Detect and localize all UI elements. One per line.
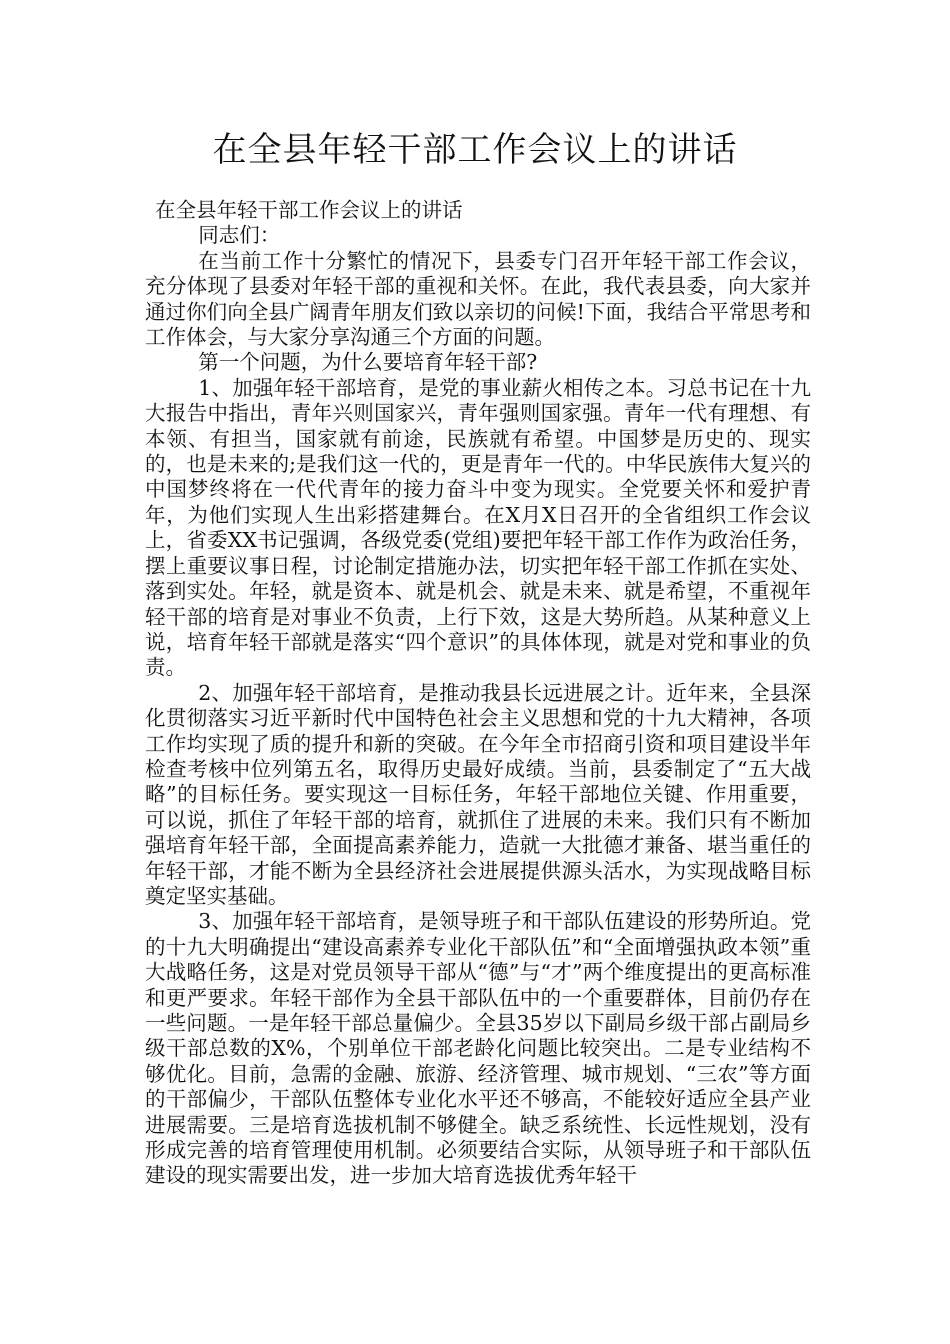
document-subtitle: 在全县年轻干部工作会议上的讲话 [155,198,463,222]
greeting: 同志们： [198,223,281,248]
document-body [145,198,811,1189]
section-heading: 第一个问题，为什么要培育年轻干部? [198,350,538,375]
paragraph-point-1: 1、加强年轻干部培育，是党的事业薪火相传之本。习总书记在十九大报告中指出，青年兴则国家兴，青年强则国家强。青年一代有理想、有本领、有担当，国家就有前途，民族就有希望。中国梦是历史的、现实的，也是未来的;是我们这一代的，更是青年一代的。中华民族伟大复兴的中国梦终将在一代代青年的接力奋斗中变为现实。全党要关怀和爱护青年，为他们实现人生出彩搭建舞台。在X月X日召开的全省组织工作会议上，省委XX书记强调，各级党委(党组)要把年轻干部工作作为政治任务，摆上重要议事日程，讨论制定措施办法，切实把年轻干部工作抓在实处、落到实处。年轻，就是资本、就是机会、就是未来、就是希望，不重视年轻干部的培育是对事业不负责，上行下效，这是大势所趋。从某种意义上说，培育年轻干部就是落实“四个意识”的具体体现，就是对党和事业的负责。 [145,375,811,680]
paragraph-intro: 在当前工作十分繁忙的情况下，县委专门召开年轻干部工作会议，充分体现了县委对年轻干部的重视和关怀。在此，我代表县委，向大家并通过你们向全县广阔青年朋友们致以亲切的问候!下面，我结合平常思考和工作体会，与大家分享沟通三个方面的问题。 [145,248,811,350]
paragraph-point-3: 3、加强年轻干部培育，是领导班子和干部队伍建设的形势所迫。党的十九大明确提出“建设高素养专业化干部队伍”和“全面增强执政本领”重大战略任务，这是对党员领导干部从“德”与“才”两个维度提出的更高标准和更严要求。年轻干部作为全县干部队伍中的一个重要群体，目前仍存在一些问题。一是年轻干部总量偏少。全县35岁以下副局乡级干部占副局乡级干部总数的X%，个别单位干部老龄化问题比较突出。二是专业结构不够优化。目前，急需的金融、旅游、经济管理、城市规划、“三农”等方面的干部偏少，干部队伍整体专业化水平还不够高，不能较好适应全县产业进展需要。三是培育选拔机制不够健全。缺乏系统性、长远性规划，没有形成完善的培育管理使用机制。必须要结合实际，从领导班子和干部队伍建设的现实需要出发，进一步加大培育选拔优秀年轻干 [145,909,811,1188]
document-title: 在全县年轻干部工作会议上的讲话 [212,130,738,170]
paragraph-point-2: 2、加强年轻干部培育，是推动我县长远进展之计。近年来，全县深化贯彻落实习近平新时代中国特色社会主义思想和党的十九大精神，各项工作均实现了质的提升和新的突破。在今年全市招商引资和项目建设半年检查考核中位列第五名，取得历史最好成绩。当前，县委制定了“五大战略”的目标任务。要实现这一目标任务，年轻干部地位关键、作用重要，可以说，抓住了年轻干部的培育，就抓住了进展的未来。我们只有不断加强培育年轻干部，全面提高素养能力，造就一大批德才兼备、堪当重任的年轻干部，才能不断为全县经济社会进展提供源头活水，为实现战略目标奠定坚实基础。 [145,680,811,908]
